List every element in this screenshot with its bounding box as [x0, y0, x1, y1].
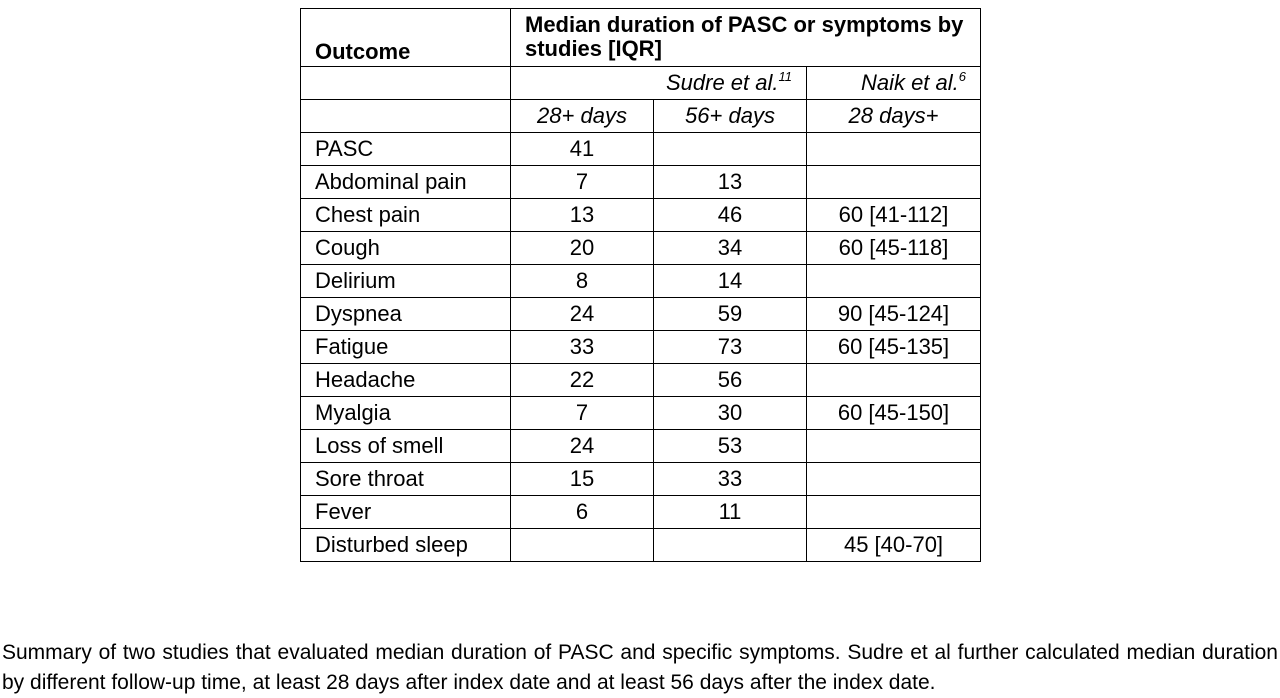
- header-row-2: [301, 67, 981, 100]
- table-row: [301, 397, 981, 430]
- header-blank-cell: [301, 67, 511, 100]
- naik-28-cell: 45 [40-70]: [807, 529, 981, 562]
- outcome-cell: Fatigue: [301, 331, 511, 364]
- sudre-28-cell: 24: [511, 430, 654, 463]
- sudre-28-cell: 8: [511, 265, 654, 298]
- sudre-56-cell: 14: [654, 265, 807, 298]
- table-row: [301, 364, 981, 397]
- naik-28-cell: 90 [45-124]: [807, 298, 981, 331]
- sudre-28-cell: 7: [511, 166, 654, 199]
- table-row: [301, 265, 981, 298]
- outcome-cell: Loss of smell: [301, 430, 511, 463]
- outcome-cell: Headache: [301, 364, 511, 397]
- sudre-56-cell: 53: [654, 430, 807, 463]
- table-row: [301, 529, 981, 562]
- study-naik-header: [807, 67, 981, 100]
- outcome-cell: Delirium: [301, 265, 511, 298]
- table-row: [301, 166, 981, 199]
- naik-28-cell: [807, 463, 981, 496]
- sudre-56-cell: 59: [654, 298, 807, 331]
- sudre-28-cell: 24: [511, 298, 654, 331]
- header-row-3: [301, 100, 981, 133]
- sudre-28-cell: 13: [511, 199, 654, 232]
- outcome-cell: Fever: [301, 496, 511, 529]
- sudre-56-cell: 34: [654, 232, 807, 265]
- sudre-56-cell: 33: [654, 463, 807, 496]
- outcome-cell: Chest pain: [301, 199, 511, 232]
- subcolumn-sudre-28: 28+ days: [511, 100, 654, 133]
- naik-28-cell: 60 [45-135]: [807, 331, 981, 364]
- outcome-cell: Sore throat: [301, 463, 511, 496]
- sudre-28-cell: 33: [511, 331, 654, 364]
- study-sudre-ref: 11: [778, 68, 792, 84]
- sudre-28-cell: 6: [511, 496, 654, 529]
- subcolumn-sudre-56: 56+ days: [654, 100, 807, 133]
- naik-28-cell: [807, 133, 981, 166]
- study-naik-name: Naik et al.: [860, 69, 959, 95]
- sudre-56-cell: [654, 529, 807, 562]
- sudre-56-cell: 13: [654, 166, 807, 199]
- naik-28-cell: [807, 430, 981, 463]
- table-row: [301, 496, 981, 529]
- table-row: [301, 133, 981, 166]
- outcome-cell: PASC: [301, 133, 511, 166]
- outcome-cell: Disturbed sleep: [301, 529, 511, 562]
- sudre-56-cell: 46: [654, 199, 807, 232]
- table-caption: Summary of two studies that evaluated median duration of PASC and specific symptoms. Sudre et al further calculated median duration by different follow-up time, at least 28 days after index date and at least 56 days after the index date.: [2, 641, 1278, 694]
- sudre-28-cell: [511, 529, 654, 562]
- naik-28-cell: 60 [45-150]: [807, 397, 981, 430]
- outcome-cell: Myalgia: [301, 397, 511, 430]
- naik-28-cell: 60 [45-118]: [807, 232, 981, 265]
- sudre-56-cell: [654, 133, 807, 166]
- table-body: [301, 9, 981, 562]
- naik-28-cell: [807, 265, 981, 298]
- outcome-cell: Cough: [301, 232, 511, 265]
- table-row: [301, 199, 981, 232]
- sudre-28-cell: 22: [511, 364, 654, 397]
- header-row-1: [301, 9, 981, 67]
- study-sudre-name: Sudre et al.: [665, 69, 779, 95]
- outcome-header: Outcome: [301, 9, 511, 67]
- sudre-28-cell: 7: [511, 397, 654, 430]
- sudre-56-cell: 56: [654, 364, 807, 397]
- table-row: [301, 298, 981, 331]
- study-sudre-header: [511, 67, 807, 100]
- table-row: [301, 463, 981, 496]
- sudre-56-cell: 73: [654, 331, 807, 364]
- naik-28-cell: [807, 166, 981, 199]
- table-row: [301, 430, 981, 463]
- table-row: [301, 331, 981, 364]
- outcome-cell: Dyspnea: [301, 298, 511, 331]
- study-naik-ref: 6: [958, 68, 967, 84]
- table-row: [301, 232, 981, 265]
- naik-28-cell: [807, 364, 981, 397]
- naik-28-cell: 60 [41-112]: [807, 199, 981, 232]
- sudre-28-cell: 15: [511, 463, 654, 496]
- subcolumn-naik-28: 28 days+: [807, 100, 981, 133]
- sudre-56-cell: 30: [654, 397, 807, 430]
- header-blank-cell: [301, 100, 511, 133]
- sudre-28-cell: 20: [511, 232, 654, 265]
- sudre-56-cell: 11: [654, 496, 807, 529]
- outcome-cell: Abdominal pain: [301, 166, 511, 199]
- naik-28-cell: [807, 496, 981, 529]
- median-duration-header: Median duration of PASC or symptoms by studies [IQR]: [511, 9, 981, 67]
- pasc-duration-table: [300, 8, 981, 562]
- sudre-28-cell: 41: [511, 133, 654, 166]
